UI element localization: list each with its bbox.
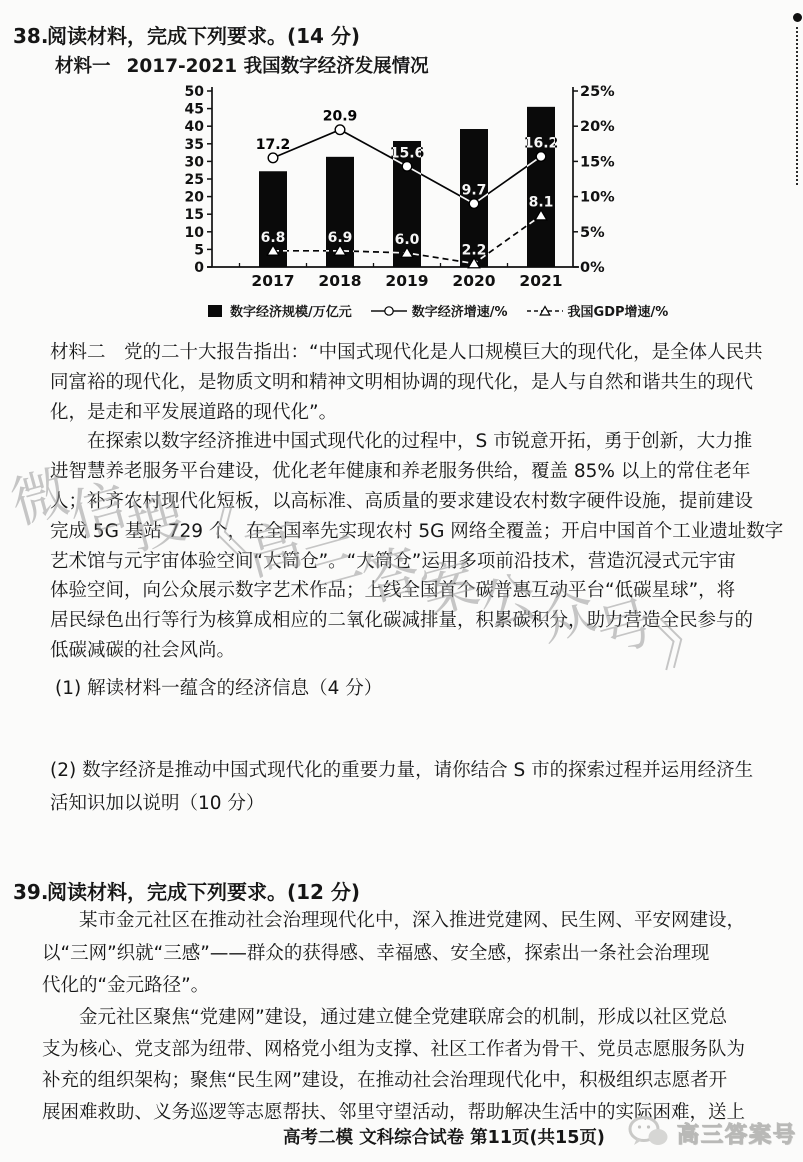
- svg-text:17.2: 17.2: [255, 136, 291, 153]
- svg-text:15: 15: [184, 207, 204, 224]
- page-footer: 高考二模 文科综合试卷 第11页(共15页): [283, 1128, 605, 1148]
- question-39-paragraph1: [42, 905, 787, 1003]
- text-line: (2) 数字经济是推动中国式现代化的重要力量，请你结合 S 市的探索过程并运用经济生: [50, 760, 754, 781]
- svg-text:6.8: 6.8: [260, 229, 286, 246]
- text-line: 支为核心、党支部为纽带、网格党小组为支撑、社区工作者为骨干、党员志愿服务队为: [42, 1038, 746, 1060]
- material1-heading: [55, 52, 429, 78]
- svg-text:8.1: 8.1: [528, 194, 554, 211]
- svg-text:20%: 20%: [580, 119, 615, 136]
- question-38-number: 38.: [13, 24, 49, 48]
- svg-text:20: 20: [184, 189, 204, 206]
- watermark-char: 众: [531, 575, 607, 655]
- wechat-icon: [627, 1114, 671, 1152]
- legend-item: [526, 301, 669, 320]
- text-line: 体验空间，向公众展示数字艺术作品；上线全国首个碳普惠互动平台“低碳星球”，将: [50, 580, 736, 602]
- svg-text:2020: 2020: [452, 272, 496, 290]
- question-38-prompt: 阅读材料，完成下列要求。(14 分): [47, 24, 361, 48]
- svg-text:0: 0: [194, 260, 204, 276]
- solid-line-circle-icon: [370, 304, 408, 318]
- question-38-sub1: (1) 解读材料一蕴含的经济信息（4 分）: [55, 678, 383, 699]
- question-39-number: 39.: [13, 880, 49, 904]
- svg-text:2018: 2018: [318, 272, 362, 290]
- legend-item: [370, 301, 508, 320]
- text-line: 某市金元社区在推动社会治理现代化中，深入推进党建网、民生网、平安网建设，: [42, 910, 746, 931]
- text-line: 在探索以数字经济推进中国式现代化的过程中，S 市锐意开拓，勇于创新，大力推: [50, 431, 753, 453]
- brand-text: 高三答案号: [677, 1122, 798, 1148]
- binding-dot: [793, 13, 802, 22]
- watermark-char: 号: [590, 588, 666, 668]
- watermark-char: 》: [648, 601, 724, 681]
- text-line: 人；补齐农村现代化短板，以高标准、高质量的要求建设农村数字硬件设施，提前建设: [50, 490, 754, 512]
- question-38-header: [13, 20, 360, 49]
- svg-text:15%: 15%: [580, 154, 615, 171]
- material1-title: 2017-2021 我国数字经济发展情况: [126, 56, 429, 77]
- question-39-header: [13, 876, 360, 905]
- material2-paragraph: [50, 338, 795, 666]
- svg-text:16.2: 16.2: [523, 135, 559, 152]
- watermark-char: 搜: [121, 484, 197, 564]
- watermark-char: 《: [179, 497, 256, 577]
- svg-text:2017: 2017: [251, 272, 295, 290]
- text-line: 居民绿色出行等行为核算成相应的二氧化碳减排量，积累碳积分，助力营造全民参与的: [50, 610, 754, 632]
- text-line: 以“三网”织就“三感”——群众的获得感、幸福感、安全感，探索出一条社会治理现: [42, 942, 710, 964]
- svg-text:20.9: 20.9: [322, 108, 358, 125]
- svg-text:15.6: 15.6: [389, 145, 425, 162]
- binding-dotted-line: [796, 27, 798, 185]
- text-line: 同富裕的现代化，是物质文明和精神文明相协调的现代化，是人与自然和谐共生的现代: [50, 371, 754, 393]
- text-line: 补充的组织架构；聚焦“民生网”建设，在推动社会治理现代化中，积极组织志愿者开: [42, 1070, 728, 1091]
- svg-text:50: 50: [184, 84, 204, 100]
- watermark-char: 微: [4, 458, 80, 538]
- text-line: 材料二 党的二十大报告指出：“中国式现代化是人口规模巨大的现代化，是全体人民共: [50, 342, 763, 363]
- text-line: 完成 5G 基站 729 个，在全国率先实现农村 5G 网络全覆盖；开启中国首个工业遗址数字: [50, 520, 784, 542]
- svg-text:40: 40: [184, 119, 204, 136]
- text-line: 活知识加以说明（10 分）: [50, 793, 265, 814]
- watermark-char: 答: [355, 536, 431, 616]
- svg-text:45: 45: [184, 101, 204, 118]
- material1-label: 材料一: [55, 56, 111, 77]
- svg-text:5: 5: [194, 242, 204, 259]
- text-line: 进智慧养老服务平台建设，优化老年健康和养老服务供给，覆盖 85% 以上的常住老年: [50, 461, 751, 483]
- svg-text:2021: 2021: [519, 272, 563, 290]
- text-line: 低碳减碳的社会风尚。: [50, 639, 236, 661]
- svg-text:25: 25: [184, 172, 204, 188]
- legend-item: [188, 301, 352, 320]
- svg-text:0%: 0%: [580, 260, 605, 276]
- chart-legend: [188, 301, 668, 320]
- digital-economy-chart: [182, 80, 622, 298]
- watermark-char: 案: [414, 549, 490, 629]
- dashed-line-triangle-icon: [526, 304, 564, 318]
- legend-label: 数字经济规模/万亿元: [230, 305, 352, 320]
- svg-text:25%: 25%: [580, 84, 615, 100]
- svg-text:9.7: 9.7: [461, 182, 487, 199]
- text-line: 展困难救助、义务巡逻等志愿帮扶、邻里守望活动，帮助解决生活中的实际困难，送上: [42, 1101, 746, 1123]
- question-39-paragraph2: [42, 1002, 787, 1128]
- watermark-char: 信: [62, 471, 139, 551]
- bar-swatch-icon: [188, 304, 226, 318]
- question-38-sub2: [50, 754, 795, 820]
- svg-text:5%: 5%: [580, 224, 605, 241]
- question-39-prompt: 阅读材料，完成下列要求。(12 分): [47, 880, 361, 904]
- svg-text:35: 35: [184, 136, 204, 153]
- watermark-char: 高: [238, 510, 314, 590]
- answer-brand: [627, 1114, 797, 1152]
- text-line: 化，是走和平发展道路的现代化”。: [50, 401, 338, 423]
- watermark-char: 公: [472, 562, 549, 642]
- text-line: 艺术馆与元宇宙体验空间“大筒仓”。“大筒仓”运用多项前沿技术，营造沉浸式元宇宙: [50, 550, 736, 572]
- text-line: 金元社区聚焦“党建网”建设，通过建立健全党建联席会的机制，形成以社区党总: [42, 1007, 728, 1028]
- svg-text:2019: 2019: [385, 272, 429, 290]
- svg-text:6.0: 6.0: [394, 231, 420, 248]
- text-line: 代化的“金元路径”。: [42, 975, 210, 996]
- svg-text:30: 30: [184, 154, 204, 171]
- svg-text:10: 10: [184, 224, 204, 241]
- legend-label: 数字经济增速/%: [411, 305, 508, 320]
- legend-label: 我国GDP增速/%: [567, 305, 669, 320]
- watermark-char: 三: [297, 523, 373, 603]
- svg-text:10%: 10%: [580, 189, 615, 206]
- svg-text:2.2: 2.2: [461, 242, 487, 259]
- svg-text:6.9: 6.9: [327, 229, 353, 246]
